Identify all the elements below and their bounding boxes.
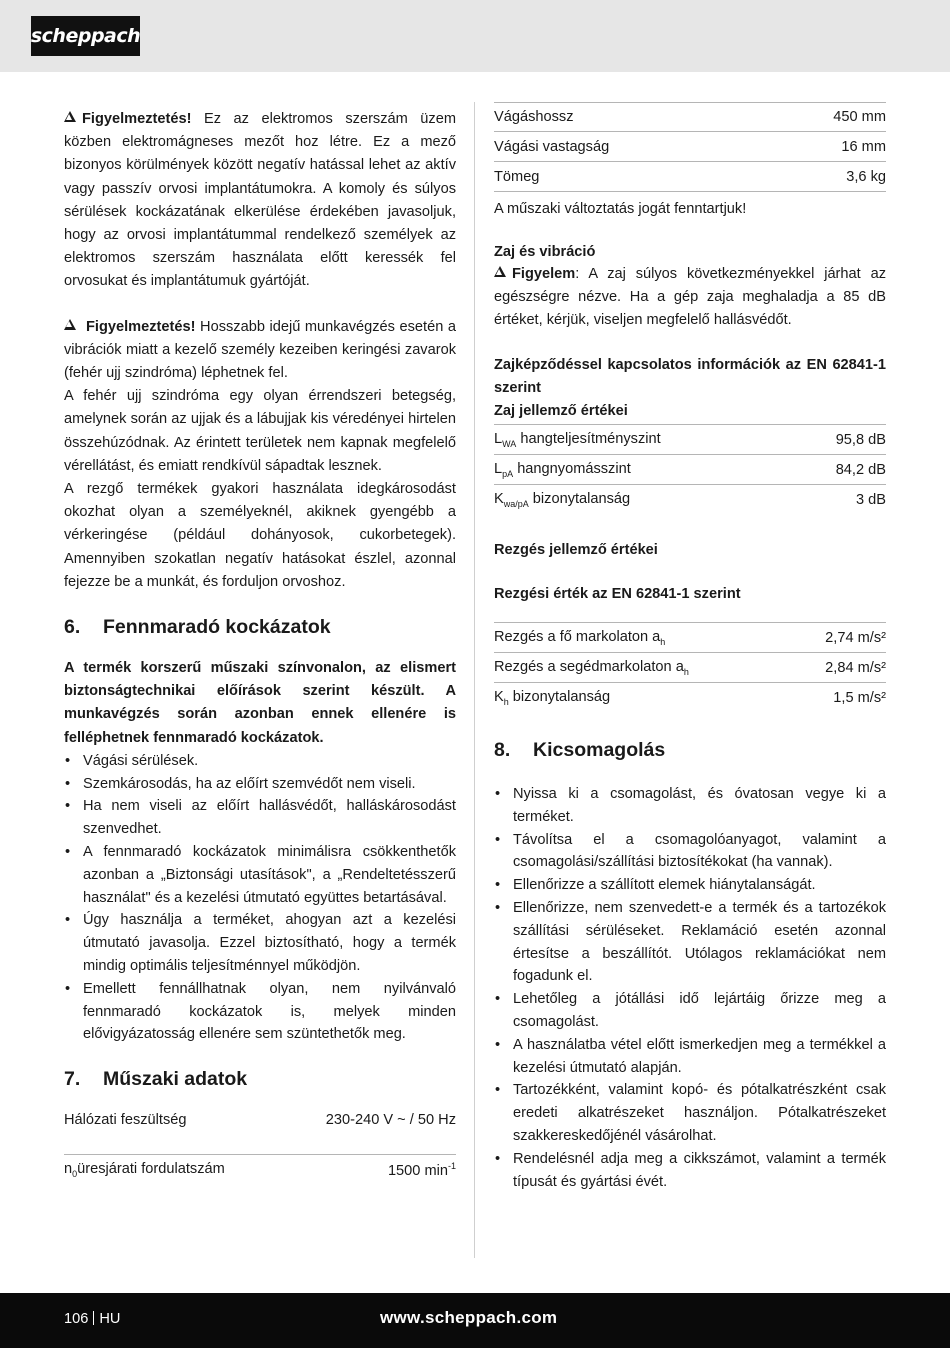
warning-triangle-icon bbox=[64, 319, 76, 330]
brand-logo: scheppach bbox=[31, 16, 140, 56]
spec-row bbox=[494, 162, 886, 192]
list-item: • Ha nem viseli az előírt hallásvédőt, halláskárosodást szenvedhet. bbox=[64, 795, 456, 841]
vibration-label: Rezgés a fő markolaton $a_h$ bbox=[494, 628, 666, 647]
noise-row bbox=[494, 425, 886, 455]
vibration-value: 2,74 m/s² bbox=[825, 629, 886, 646]
noise-label: $L_{WA}$ hangteljesítményszint bbox=[494, 430, 661, 449]
unpacking-list bbox=[494, 783, 886, 1193]
list-item: • Ellenőrizze, nem szenvedett-e a termék és a tartozékok szállítási sérüléseket. Reklamáció esetén azonnal értesítse a beszállítót. Utólagos reklamációkat nem fogadunk el. bbox=[494, 897, 886, 988]
section-8-heading bbox=[494, 737, 886, 763]
list-item: • Lehetőleg a jótállási idő lejártáig őrizze meg a csomagolást. bbox=[494, 988, 886, 1034]
section-title: Fennmaradó kockázatok bbox=[103, 616, 331, 639]
vibration-value: 1,5 m/s² bbox=[833, 690, 886, 706]
spec-value: 16 mm bbox=[841, 138, 886, 155]
vibration-row bbox=[494, 653, 886, 683]
list-item: • Úgy használja a terméket, ahogyan azt a kezelési útmutató javasolja. Ezzel biztosítható, hogy a termék mindig optimális teljesítménnyel működjön. bbox=[64, 909, 456, 977]
noise-value: 84,2 dB bbox=[835, 461, 886, 478]
warning-triangle-icon bbox=[494, 266, 506, 277]
spec-row bbox=[494, 102, 886, 132]
spec-row-idle-speed bbox=[64, 1154, 456, 1184]
warning-emf bbox=[64, 108, 456, 294]
spec-label: $n_0üresjárati$ fordulatszám bbox=[64, 1160, 225, 1179]
residual-risks-list bbox=[64, 750, 456, 1046]
warning-triangle-icon bbox=[64, 111, 76, 122]
noise-warning bbox=[494, 263, 886, 332]
spec-row bbox=[494, 132, 886, 162]
vibration-row bbox=[494, 623, 886, 653]
spec-value: 230-240 V ~ / 50 Hz bbox=[325, 1112, 456, 1129]
warning-vibration bbox=[64, 316, 456, 386]
vibration-table bbox=[494, 622, 886, 713]
noise-table bbox=[494, 424, 886, 515]
vibration-value: 2,84 m/s² bbox=[825, 659, 886, 676]
noise-row bbox=[494, 485, 886, 515]
list-item: • Nyissa ki a csomagolást, és óvatosan vegye ki a terméket. bbox=[494, 783, 886, 829]
website-link[interactable]: www.scheppach.com bbox=[380, 1308, 558, 1327]
vibration-row bbox=[494, 683, 886, 713]
tech-note: A műszaki változtatás jogát fenntartjuk! bbox=[494, 201, 747, 217]
spec-value: 450 mm bbox=[833, 109, 886, 125]
language-code: HU bbox=[99, 1311, 121, 1327]
paragraph-vibration-products: A rezgő termékek gyakori használata idegkárosodást okozhat olyan a személyeknél, akiknek gyengébb a vérkeringése (például dohányosok, cukorbetegek). Amennyiben szokatlan negatív hatásokat észlel, azonnal fejezze be a munkát, és forduljon orvoshoz. bbox=[64, 481, 456, 590]
vibration-heading: Rezgés jellemző értékei bbox=[494, 542, 658, 558]
warning-title: Figyelmeztetés! bbox=[86, 318, 196, 335]
warning-title: Figyelem bbox=[512, 266, 576, 282]
noise-label: $K_{wa/pA}$ bizonytalanság bbox=[494, 491, 631, 509]
vibration-label: $K_h$ bizonytalanság bbox=[494, 689, 611, 707]
noise-info-heading: Zajképződéssel kapcsolatos információk az EN 62841-1 szerint bbox=[494, 357, 886, 396]
warning-text: : A zaj súlyos következményekkel járhat az egészségre nézve. Ha a gép zaja meghaladja a 85 dB értéket, kérjük, viseljen megfelelő hallásvédőt. bbox=[494, 266, 886, 328]
page-number: 106 bbox=[64, 1311, 89, 1327]
warning-text: Ez az elektromos szerszám üzem közben elektromágneses mezőt hoz létre. Ez a mező bizonyos körülmények között negatív hatással lehet az aktív vagy passzív orvosi implantátumokra. A komoly és súlyos sérülések kockázatának elkerülése érdekében javasoljuk, hogy az orvosi implantátummal rendelkező személyek az elektromos szerszám használata előtt keressék fel orvosukat és implantátumuk gyártóját. bbox=[64, 111, 456, 290]
list-item: • Tartozékként, valamint kopó- és pótalkatrészként csak eredeti alkatrészeket használjon. Pótalkatrészeket szakkereskedőjénél vásárolhat. bbox=[494, 1079, 886, 1147]
spec-label: Vágáshossz bbox=[494, 109, 574, 125]
page-info bbox=[64, 1311, 120, 1327]
list-item: • A fennmaradó kockázatok minimálisra csökkenthetők azonban a „Biztonsági utasítások", a „Rendeltetésszerű használat" és a kezelési útmutató együttes betartásával. bbox=[64, 841, 456, 909]
noise-value: 3 dB bbox=[855, 492, 886, 508]
header-bar bbox=[0, 0, 950, 72]
section-7-heading bbox=[64, 1066, 456, 1092]
right-column bbox=[494, 102, 886, 1193]
list-item: • Rendelésnél adja meg a cikkszámot, valamint a termék típusát és gyártási évét. bbox=[494, 1148, 886, 1194]
noise-label: $L_{pA}$ hangnyomásszint bbox=[494, 460, 631, 479]
list-item: • Szemkárosodás, ha az előírt szemvédőt nem viseli. bbox=[64, 773, 456, 796]
noise-value: 95,8 dB bbox=[835, 431, 886, 448]
column-divider bbox=[474, 102, 475, 1258]
section-number: 6. bbox=[64, 616, 81, 639]
spec-row-mains-voltage bbox=[64, 1112, 456, 1134]
paragraph-white-finger: A fehér ujj szindróma egy olyan érrendszeri betegség, amelynek során az ujjak és a lábujjak kis véredényei hirtelen összehúzódnak. Az érintett területek nem kapnak megfelelő vérellátást, és emiatt rendkívül sápadtak lesznek. bbox=[64, 388, 456, 474]
warning-title: Figyelmeztetés! bbox=[82, 111, 192, 127]
list-item: • Vágási sérülések. bbox=[64, 750, 456, 773]
section-6-intro: A termék korszerű műszaki színvonalon, az elismert biztonságtechnikai előírások szerint készült. A munkavégzés során azonban ennek ellenére is felléphetnek fennmaradó kockázatok. bbox=[64, 660, 456, 746]
spec-label: Hálózati feszültség bbox=[64, 1112, 187, 1129]
spec-label: Tömeg bbox=[494, 168, 540, 185]
spec-label: Vágási vastagság bbox=[494, 138, 610, 155]
noise-values-heading: Zaj jellemző értékei bbox=[494, 403, 628, 419]
noise-heading: Zaj és vibráció bbox=[494, 244, 596, 260]
list-item: • Emellett fennállhatnak olyan, nem nyilvánvaló fennmaradó kockázatok is, melyek minden elővigyázatosság ellenére sem szüntethetők meg. bbox=[64, 978, 456, 1046]
list-item: • Ellenőrizze a szállított elemek hiánytalanságát. bbox=[494, 874, 886, 897]
section-title: Kicsomagolás bbox=[533, 739, 666, 761]
section-number: 8. bbox=[494, 739, 511, 761]
vibration-label: Rezgés a segédmarkolaton $a_h$ bbox=[494, 658, 689, 677]
section-number: 7. bbox=[64, 1068, 81, 1091]
list-item: • Távolítsa el a csomagolóanyagot, valamint a csomagolási/szállítási biztosítékokat (ha vannak). bbox=[494, 829, 886, 875]
spec-value: 1500 $\min^{-1}$ bbox=[387, 1160, 456, 1179]
spec-value: 3,6 kg bbox=[846, 168, 886, 185]
vibration-en-heading: Rezgési érték az EN 62841-1 szerint bbox=[494, 586, 741, 602]
section-title: Műszaki adatok bbox=[103, 1068, 248, 1091]
footer-bar bbox=[0, 1293, 950, 1348]
warning-text: Hosszabb idejű munkavégzés esetén a vibrációk miatt a kezelő személy kezeiben keringési zavarok (fehér ujj szindróma) léphetnek fel. bbox=[64, 318, 456, 382]
list-item: • A használatba vétel előtt ismerkedjen meg a termékkel a kezelési útmutató alapján. bbox=[494, 1034, 886, 1080]
noise-row bbox=[494, 455, 886, 485]
tech-data-table bbox=[494, 102, 886, 192]
left-column bbox=[64, 108, 456, 1184]
section-6-heading bbox=[64, 614, 456, 640]
